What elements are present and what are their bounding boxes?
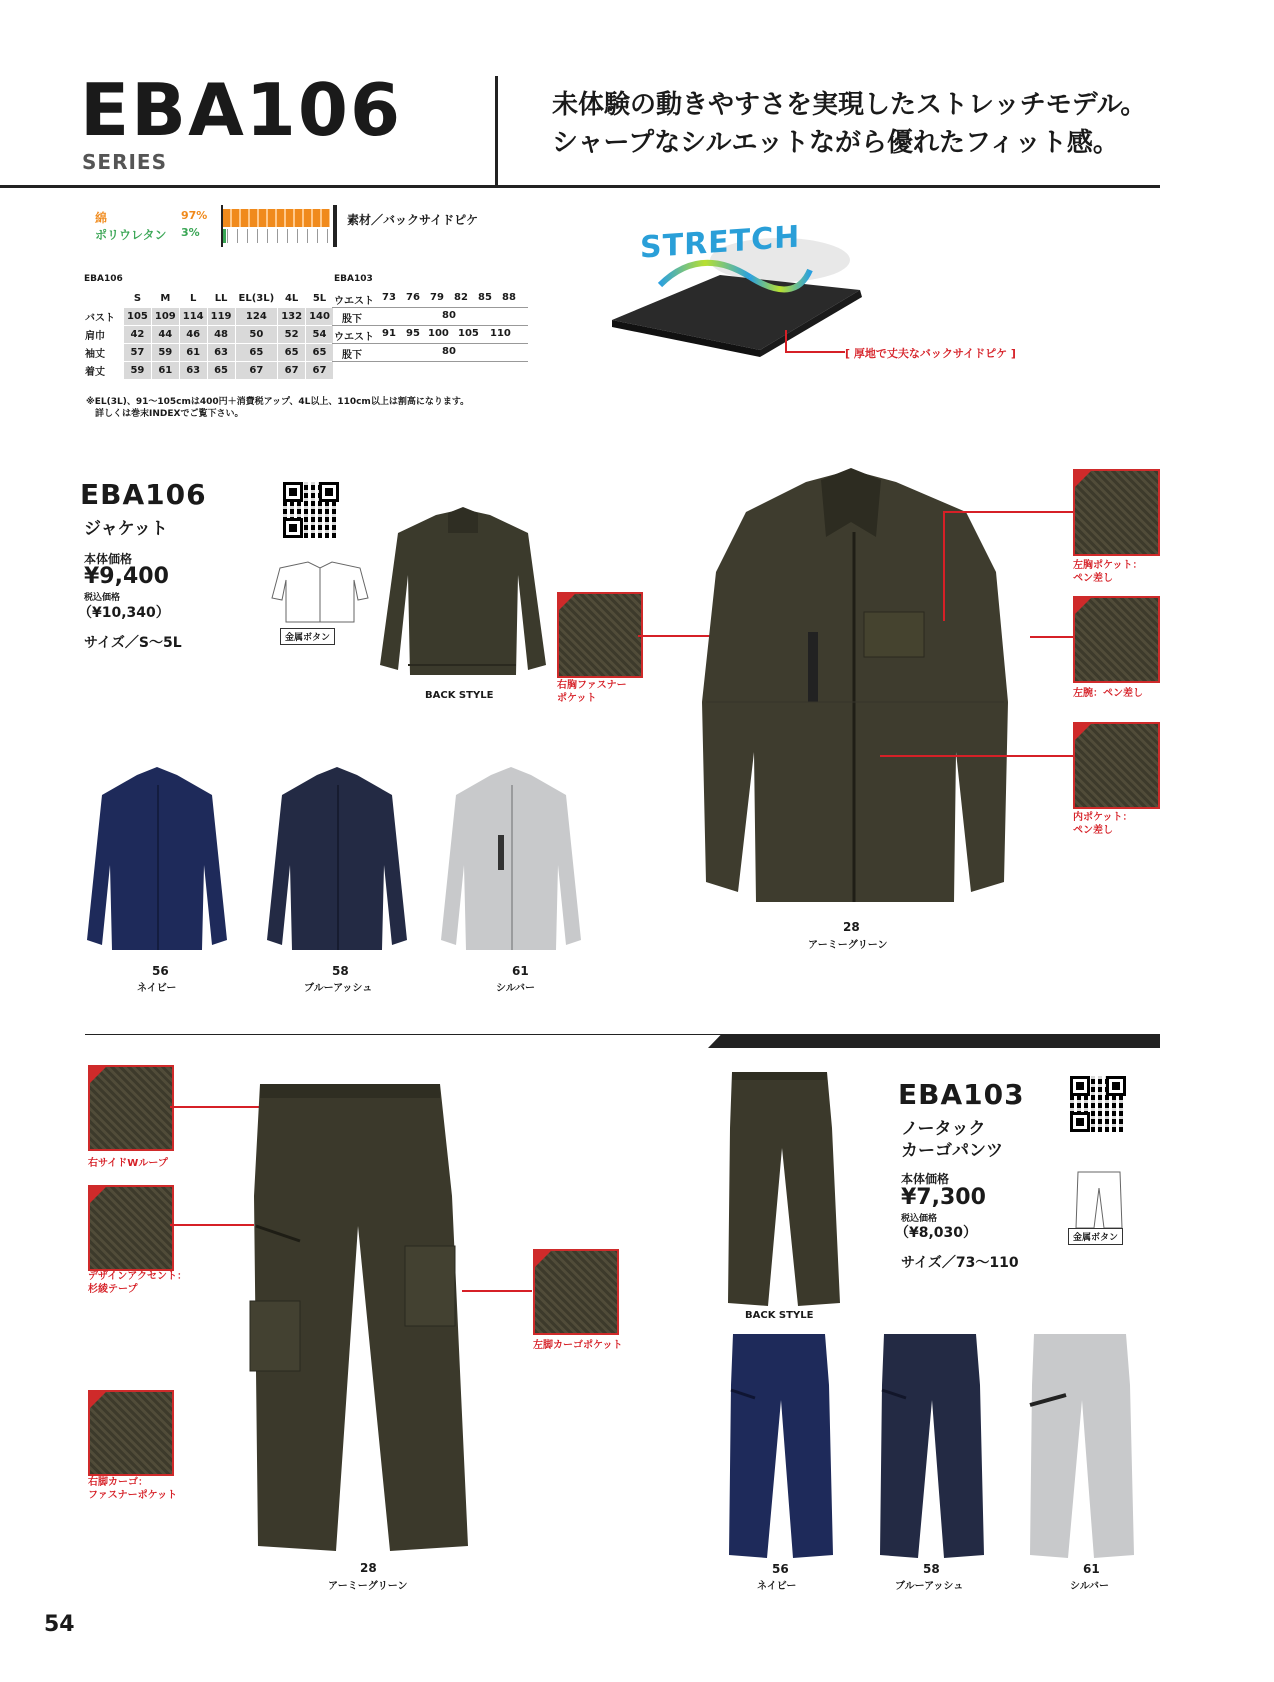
table-cell: 110 bbox=[490, 328, 511, 339]
jacket-tax-label: 税込価格 bbox=[84, 593, 121, 603]
stretch-callout-line-h bbox=[785, 351, 845, 353]
pants-detail-cargo-left bbox=[533, 1249, 619, 1335]
pants-variant-name: ネイビー bbox=[757, 1581, 797, 1592]
pants-tax-price: （¥8,030） bbox=[895, 1225, 978, 1241]
table-cell: 59 bbox=[151, 344, 179, 362]
table-cell: 44 bbox=[151, 326, 179, 344]
series-label: SERIES bbox=[82, 150, 167, 174]
pants-variant-no: 56 bbox=[772, 1562, 789, 1576]
pants-main-image bbox=[240, 1076, 480, 1556]
size-header: 4L bbox=[278, 290, 306, 308]
pants-model: EBA103 bbox=[898, 1078, 1025, 1111]
table-cell: 67 bbox=[235, 362, 278, 380]
stretch-callout-line bbox=[785, 330, 787, 352]
jacket-size: サイズ／S～5L bbox=[84, 635, 182, 651]
pants-variant-blue-ash bbox=[876, 1330, 986, 1560]
table-cell: 65 bbox=[235, 344, 278, 362]
material-divider bbox=[335, 205, 337, 247]
material-bar bbox=[221, 205, 335, 247]
table-row bbox=[332, 308, 528, 326]
stretch-graphic bbox=[600, 215, 900, 365]
jacket-detail-left-arm bbox=[1073, 596, 1160, 683]
row-label: 着丈 bbox=[85, 367, 105, 378]
pants-back-image bbox=[722, 1068, 842, 1308]
table-cell: 73 bbox=[382, 292, 396, 303]
table-cell: 63 bbox=[207, 344, 235, 362]
table-cell: 48 bbox=[207, 326, 235, 344]
table-row bbox=[82, 326, 333, 344]
jacket-variant-name: ネイビー bbox=[137, 983, 177, 994]
pants-main-color-no: 28 bbox=[360, 1561, 377, 1575]
cotton-label: 綿 bbox=[95, 211, 108, 225]
size-table-jacket bbox=[82, 290, 334, 380]
pants-back-style-label: BACK STYLE bbox=[745, 1310, 814, 1321]
table-cell: 119 bbox=[207, 308, 235, 326]
pants-line-drawing bbox=[1074, 1170, 1124, 1230]
size-header: EL(3L) bbox=[235, 290, 278, 308]
pants-detail-cargo-right bbox=[88, 1390, 174, 1476]
size-table-pants-title: EBA103 bbox=[334, 274, 373, 284]
model-title: EBA106 bbox=[80, 68, 403, 152]
table-cell: 50 bbox=[235, 326, 278, 344]
catch-copy-line2: シャープなシルエットながら優れたフィット感。 bbox=[552, 128, 1119, 158]
table-row bbox=[82, 308, 333, 326]
jacket-callout-left-arm: 左腕：ペン差し bbox=[1073, 688, 1143, 699]
jacket-main-color-name: アーミーグリーン bbox=[808, 940, 888, 951]
size-table-jacket-title: EBA106 bbox=[84, 274, 123, 284]
row-label: バスト bbox=[85, 313, 115, 324]
jacket-variant-silver bbox=[436, 765, 586, 965]
table-cell: 132 bbox=[278, 308, 306, 326]
jacket-tax-price: （¥10,340） bbox=[78, 605, 170, 621]
table-cell: 76 bbox=[406, 292, 420, 303]
pants-variant-no: 61 bbox=[1083, 1562, 1100, 1576]
callout-line bbox=[943, 511, 1073, 513]
material-bar-ticks bbox=[227, 229, 331, 243]
size-note-line2: 詳しくは巻末INDEXでご覧下さい。 bbox=[95, 409, 244, 419]
pants-variant-navy bbox=[725, 1330, 835, 1560]
table-cell: 91 bbox=[382, 328, 396, 339]
pants-variant-name: ブルーアッシュ bbox=[895, 1581, 964, 1592]
jacket-variant-no: 61 bbox=[512, 964, 529, 978]
jacket-detail-inner bbox=[1073, 722, 1160, 809]
fabric-label: 素材／バックサイドピケ bbox=[347, 213, 479, 227]
table-cell: 80 bbox=[442, 346, 456, 357]
jacket-model: EBA106 bbox=[80, 478, 207, 511]
table-cell: 85 bbox=[478, 292, 492, 303]
table-cell: 140 bbox=[306, 308, 334, 326]
poly-percent: 3% bbox=[181, 226, 200, 239]
header-divider-vertical bbox=[495, 76, 498, 186]
table-cell: 57 bbox=[124, 344, 151, 362]
table-cell: 100 bbox=[428, 328, 449, 339]
pants-qr-code[interactable] bbox=[1070, 1076, 1126, 1132]
table-cell: 88 bbox=[502, 292, 516, 303]
callout-line bbox=[1030, 636, 1073, 638]
table-cell: 114 bbox=[179, 308, 207, 326]
pants-variant-silver bbox=[1026, 1330, 1136, 1560]
row-label: ウエスト bbox=[334, 332, 374, 343]
pants-detail-accent bbox=[88, 1185, 174, 1271]
jacket-button-tag: 金属ボタン bbox=[280, 628, 335, 645]
pants-callout-accent: デザインアクセント： 杉綾テープ bbox=[88, 1271, 187, 1295]
table-cell: 82 bbox=[454, 292, 468, 303]
table-row bbox=[332, 344, 528, 362]
table-cell: 80 bbox=[442, 310, 456, 321]
size-table-pants bbox=[332, 290, 528, 362]
jacket-variant-name: ブルーアッシュ bbox=[304, 983, 373, 994]
stretch-logo: STRETCH bbox=[640, 219, 801, 266]
jacket-back-style-label: BACK STYLE bbox=[425, 690, 494, 701]
page-number: 54 bbox=[44, 1612, 75, 1637]
jacket-name: ジャケット bbox=[84, 519, 168, 539]
size-table-corner bbox=[82, 290, 124, 308]
pants-callout-loop: 右サイドWループ bbox=[88, 1158, 168, 1169]
jacket-detail-chest-zip bbox=[557, 592, 643, 678]
table-cell: 105 bbox=[458, 328, 479, 339]
row-label: 肩巾 bbox=[85, 331, 105, 342]
pants-variant-no: 58 bbox=[923, 1562, 940, 1576]
size-header: LL bbox=[207, 290, 235, 308]
row-label: ウエスト bbox=[334, 296, 374, 307]
row-label: 股下 bbox=[342, 350, 362, 361]
callout-line bbox=[880, 755, 1073, 757]
table-cell: 67 bbox=[278, 362, 306, 380]
table-cell: 61 bbox=[179, 344, 207, 362]
jacket-variant-navy bbox=[82, 765, 232, 965]
table-cell: 65 bbox=[278, 344, 306, 362]
size-header: M bbox=[151, 290, 179, 308]
table-cell: 105 bbox=[124, 308, 151, 326]
pants-variant-name: シルバー bbox=[1070, 1581, 1110, 1592]
table-cell: 67 bbox=[306, 362, 334, 380]
jacket-back-image bbox=[378, 505, 548, 690]
pants-detail-loop bbox=[88, 1065, 174, 1151]
jacket-variant-blue-ash bbox=[262, 765, 412, 965]
size-header: 5L bbox=[306, 290, 334, 308]
table-cell: 109 bbox=[151, 308, 179, 326]
jacket-qr-code[interactable] bbox=[283, 482, 339, 538]
size-note-line1: ※EL(3L)、91～105cmは400円＋消費税アップ、4L以上、110cm以上は割高になります。 bbox=[86, 397, 470, 407]
table-cell: 46 bbox=[179, 326, 207, 344]
jacket-callout-left-chest: 左胸ポケット： ペン差し bbox=[1073, 560, 1143, 584]
pants-button-tag: 金属ボタン bbox=[1068, 1228, 1123, 1245]
table-cell: 65 bbox=[207, 362, 235, 380]
pants-price: ¥7,300 bbox=[901, 1185, 986, 1210]
table-cell: 52 bbox=[278, 326, 306, 344]
material-bar-cotton bbox=[223, 209, 330, 227]
table-row bbox=[82, 362, 333, 380]
row-label: 袖丈 bbox=[85, 349, 105, 360]
jacket-variant-no: 58 bbox=[332, 964, 349, 978]
table-cell: 95 bbox=[406, 328, 420, 339]
table-row bbox=[82, 344, 333, 362]
table-cell: 59 bbox=[124, 362, 151, 380]
jacket-main-image bbox=[636, 462, 1076, 920]
jacket-main-color-no: 28 bbox=[843, 920, 860, 934]
pants-tax-label: 税込価格 bbox=[901, 1214, 938, 1224]
table-cell: 63 bbox=[179, 362, 207, 380]
jacket-detail-left-chest bbox=[1073, 469, 1160, 556]
size-header: S bbox=[124, 290, 151, 308]
pants-callout-cargo-left: 左脚カーゴポケット bbox=[533, 1340, 623, 1351]
jacket-price-label: 本体価格 bbox=[84, 552, 133, 566]
stretch-caption: [ 厚地で丈夫なバックサイドピケ ] bbox=[845, 347, 1016, 360]
jacket-callout-chest-zip-1: 右胸ファスナー ポケット bbox=[557, 680, 627, 704]
poly-label: ポリウレタン bbox=[95, 228, 167, 242]
material-bar-poly bbox=[223, 229, 226, 243]
material-block bbox=[95, 205, 515, 250]
header-rule bbox=[0, 185, 1160, 188]
cotton-percent: 97% bbox=[181, 209, 208, 222]
pants-name-line2: カーゴパンツ bbox=[901, 1141, 1003, 1161]
jacket-price: ¥9,400 bbox=[84, 564, 169, 589]
catch-copy-line1: 未体験の動きやすさを実現したストレッチモデル。 bbox=[552, 90, 1147, 120]
jacket-line-drawing bbox=[270, 560, 370, 625]
pants-name-line1: ノータック bbox=[901, 1119, 986, 1139]
jacket-variant-name: シルバー bbox=[496, 983, 536, 994]
jacket-callout-inner: 内ポケット： ペン差し bbox=[1073, 812, 1133, 836]
callout-line bbox=[462, 1290, 532, 1292]
size-table-header bbox=[82, 290, 333, 308]
pants-size: サイズ／73～110 bbox=[901, 1255, 1019, 1271]
pants-price-label: 本体価格 bbox=[901, 1172, 950, 1186]
callout-line bbox=[943, 511, 945, 621]
table-row bbox=[332, 326, 528, 344]
pants-callout-cargo-right: 右脚カーゴ： ファスナーポケット bbox=[88, 1477, 178, 1501]
pants-main-color-name: アーミーグリーン bbox=[328, 1581, 408, 1592]
jacket-variant-no: 56 bbox=[152, 964, 169, 978]
size-header: L bbox=[179, 290, 207, 308]
table-cell: 79 bbox=[430, 292, 444, 303]
table-cell: 124 bbox=[235, 308, 278, 326]
table-cell: 42 bbox=[124, 326, 151, 344]
table-cell: 61 bbox=[151, 362, 179, 380]
table-row bbox=[332, 290, 528, 308]
table-cell: 65 bbox=[306, 344, 334, 362]
table-cell: 54 bbox=[306, 326, 334, 344]
section-divider-bar bbox=[708, 1034, 1160, 1048]
row-label: 股下 bbox=[342, 314, 362, 325]
